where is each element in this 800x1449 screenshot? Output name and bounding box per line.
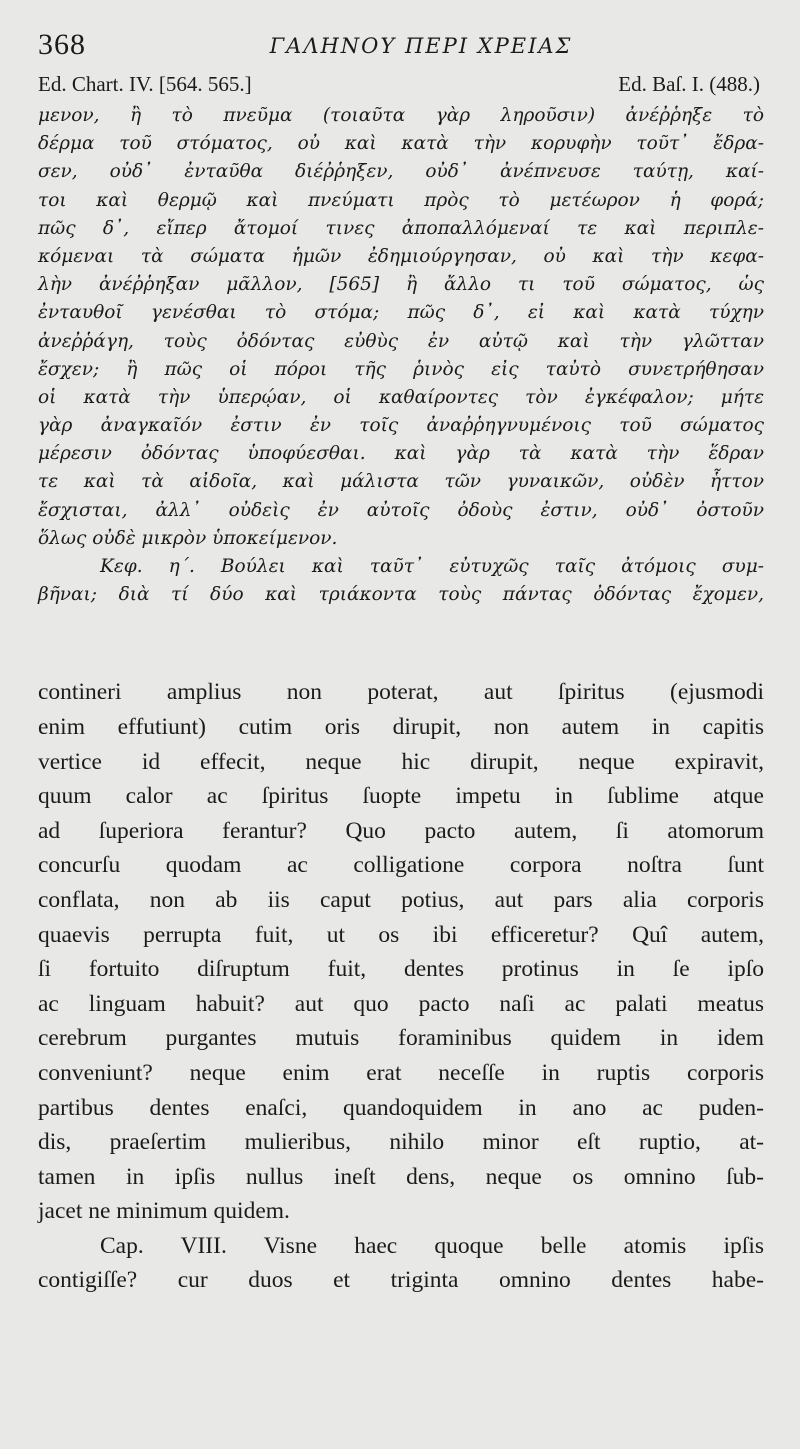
greek-line: ἔσχισται, ἀλλ᾽ οὐδεὶς ἐν αὐτοῖς ὀδοὺς ἐστιν, οὐδ᾽ ὀστοῦν (38, 499, 764, 521)
latin-line: conflata, non ab iis caput potius, aut pars alia corporis (38, 886, 764, 913)
latin-line: ſi fortuito diſruptum fuit, dentes protinus in ſe ipſo (38, 956, 764, 983)
greek-line: μενον, ἢ τὸ πνεῦμα (τοιαῦτα γὰρ ληροῦσιν) ἀνέῤῥηξε τὸ (38, 105, 764, 126)
latin-text-block (38, 675, 764, 1298)
greek-line: ὅλως οὐδὲ μικρὸν ὑποκείμενον. (38, 527, 338, 549)
edition-reference-line (38, 72, 764, 102)
latin-line: ac linguam habuit? aut quo pacto naſi ac palati meatus (38, 990, 764, 1017)
greek-line: γὰρ ἀναγκαῖόν ἐστιν ἐν τοῖς ἀναῤῥηγνυμένοις τοῦ σώματος (38, 415, 764, 437)
column-gap (38, 609, 764, 675)
latin-line: contineri amplius non poterat, aut ſpiritus (ejusmodi (38, 679, 764, 706)
greek-line: μέρεσιν ὀδόντας ὑποφύεσθαι. καὶ γὰρ τὰ κατὰ τὴν ἕδραν (38, 443, 764, 465)
greek-line: οἱ κατὰ τὴν ὑπερῴαν, οἱ καθαίροντες τὸν ἐγκέφαλον; μήτε (38, 386, 764, 408)
latin-line: partibus dentes enaſci, quandoquidem in ano ac puden- (38, 1094, 764, 1121)
latin-line: quaevis perrupta fuit, ut os ibi efficeretur? Quî autem, (38, 921, 764, 948)
latin-line: cerebrum purgantes mutuis foraminibus quidem in idem (38, 1025, 764, 1052)
running-title: ΓΑΛΗΝΟΥ ΠΕΡΙ ΧΡΕΙΑΣ (269, 34, 573, 58)
greek-line: ἐνταυθοῖ γενέσθαι τὸ στόμα; πῶς δ᾽, εἰ καὶ κατὰ τύχην (38, 302, 764, 324)
latin-line: conveniunt? neque enim erat neceſſe in ruptis corporis (38, 1059, 764, 1086)
edition-reference-chartier: Ed. Chart. IV. [564. 565.] (38, 72, 252, 96)
latin-line: dis, praeſertim mulieribus, nihilo minor eſt ruptio, at- (38, 1129, 764, 1156)
greek-line: δέρμα τοῦ στόματος, οὐ καὶ κατὰ τὴν κορυφὴν τοῦτ᾽ ἔδρα- (38, 133, 764, 155)
latin-line: concurſu quodam ac colligatione corpora noſtra ſunt (38, 852, 764, 879)
greek-line: ἔσχεν; ἢ πῶς οἱ πόροι τῆς ῥινὸς εἰς ταὐτὸ συνετρήθησαν (38, 358, 764, 380)
latin-line: tamen in ipſis nullus ineſt dens, neque os omnino ſub- (38, 1163, 764, 1190)
latin-line: vertice id effecit, neque hic dirupit, neque expiravit, (38, 748, 764, 775)
edition-reference-basel: Ed. Baſ. I. (488.) (618, 72, 760, 96)
latin-line: jacet ne minimum quidem. (38, 1198, 290, 1225)
latin-line: contigiſſe? cur duos et triginta omnino dentes habe- (38, 1267, 764, 1294)
latin-line: ad ſuperiora ferantur? Quo pacto autem, ſi atomorum (38, 817, 764, 844)
greek-line: πῶς δ᾽, εἴπερ ἄτομοί τινες ἀποπαλλόμεναί τε καὶ περιπλε- (38, 217, 764, 239)
running-head (38, 28, 764, 72)
latin-chapter-heading-line: Cap. VIII. Visne haec quoque belle atomis ipſis (100, 1232, 764, 1259)
greek-line: τε καὶ τὰ αἰδοῖα, καὶ μάλιστα τῶν γυναικῶν, οὐδὲν ἧττον (38, 471, 764, 493)
greek-line: ἀνεῤῥάγη, τοὺς ὀδόντας εὐθὺς ἐν αὐτῷ καὶ τὴν γλῶτταν (38, 330, 764, 352)
greek-line: τοι καὶ θερμῷ καὶ πνεύματι πρὸς τὸ μετέωρον ἡ φορά; (38, 189, 764, 211)
page-number: 368 (38, 28, 86, 61)
greek-line: σεν, οὐδ᾽ ἐνταῦθα διέῤῥηξεν, οὐδ᾽ ἀνέπνευσε ταύτῃ, καί- (38, 161, 764, 183)
latin-line: quum calor ac ſpiritus ſuopte impetu in ſublime atque (38, 783, 764, 810)
greek-line: λὴν ἀνέῤῥηξαν μᾶλλον, [565] ἢ ἄλλο τι τοῦ σώματος, ὡς (38, 274, 764, 296)
greek-line: βῆναι; διὰ τί δύο καὶ τριάκοντα τοὺς πάντας ὀδόντας ἔχομεν, (38, 584, 764, 606)
latin-line: enim effutiunt) cutim oris dirupit, non autem in capitis (38, 713, 764, 740)
greek-text-block (38, 102, 764, 609)
greek-line: κόμεναι τὰ σώματα ἡμῶν ἐδημιούργησαν, οὐ καὶ τὴν κεφα- (38, 245, 764, 267)
greek-chapter-heading-line: Κεφ. η΄. Βούλει καὶ ταῦτ᾽ εὐτυχῶς ταῖς ἀτόμοις συμ- (100, 556, 764, 577)
